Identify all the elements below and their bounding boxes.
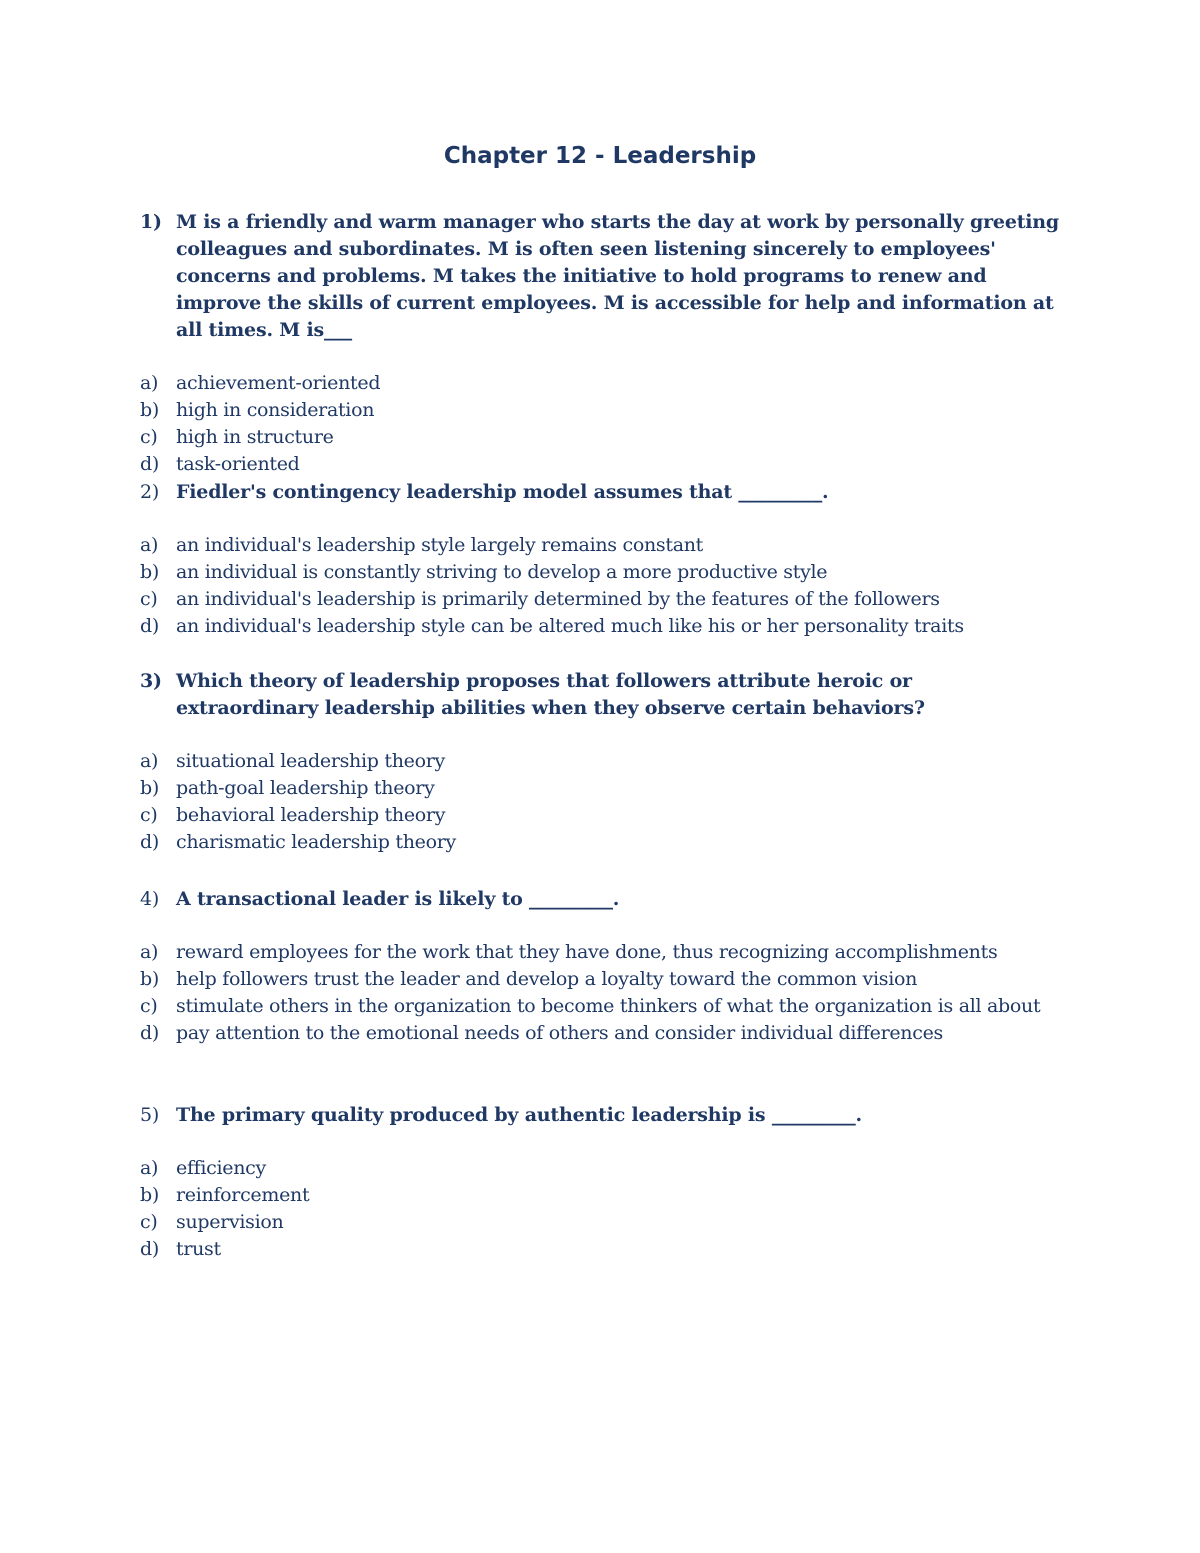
option-letter: b) <box>140 968 159 990</box>
question-number: 4) <box>140 888 160 910</box>
option-item <box>140 939 1060 966</box>
question-text: M is a friendly and warm manager who starts the day at work by personally greeting colleagues and subordinates. M is often seen listening sincerely to employees' concerns and problems. M takes the initiative to hold programs to renew and improve the skills of current employees. M is accessible for help and information at all times. M is___ <box>176 211 1060 341</box>
option-letter: b) <box>140 1184 159 1206</box>
question-1 <box>140 209 1060 478</box>
question-stem <box>140 886 1060 913</box>
option-text: stimulate others in the organization to become thinkers of what the organization is all about <box>176 995 1041 1017</box>
option-text: supervision <box>176 1211 284 1233</box>
option-item <box>140 424 1060 451</box>
option-item <box>140 586 1060 613</box>
option-letter: b) <box>140 777 159 799</box>
option-text: pay attention to the emotional needs of others and consider individual differences <box>176 1022 943 1044</box>
option-list <box>140 370 1060 478</box>
option-item <box>140 370 1060 397</box>
question-stem <box>140 1102 1060 1129</box>
option-item <box>140 1236 1060 1263</box>
option-item <box>140 1155 1060 1182</box>
option-letter: c) <box>140 426 158 448</box>
question-stem <box>140 209 1060 344</box>
option-item <box>140 559 1060 586</box>
question-text: A transactional leader is likely to _________. <box>176 888 620 910</box>
question-3 <box>140 668 1060 856</box>
option-item <box>140 1020 1060 1047</box>
question-text: Which theory of leadership proposes that followers attribute heroic or extraordinary leadership abilities when they observe certain behaviors? <box>176 670 925 719</box>
option-text: task-oriented <box>176 453 300 475</box>
option-text: an individual is constantly striving to develop a more productive style <box>176 561 828 583</box>
option-letter: d) <box>140 1238 159 1260</box>
question-number: 5) <box>140 1104 160 1126</box>
question-5 <box>140 1102 1060 1263</box>
option-item <box>140 775 1060 802</box>
option-text: an individual's leadership is primarily determined by the features of the followers <box>176 588 940 610</box>
option-letter: b) <box>140 561 159 583</box>
option-item <box>140 613 1060 640</box>
option-text: reinforcement <box>176 1184 310 1206</box>
option-letter: d) <box>140 831 159 853</box>
question-stem <box>140 668 1060 722</box>
option-text: charismatic leadership theory <box>176 831 456 853</box>
option-letter: d) <box>140 1022 159 1044</box>
option-letter: a) <box>140 941 159 963</box>
option-letter: c) <box>140 995 158 1017</box>
option-text: help followers trust the leader and develop a loyalty toward the common vision <box>176 968 918 990</box>
question-4 <box>140 886 1060 1047</box>
question-number: 1) <box>140 211 162 233</box>
option-item <box>140 993 1060 1020</box>
option-item <box>140 451 1060 478</box>
option-text: high in consideration <box>176 399 375 421</box>
option-text: reward employees for the work that they have done, thus recognizing accomplishments <box>176 941 998 963</box>
option-letter: a) <box>140 750 159 772</box>
option-list <box>140 1155 1060 1263</box>
question-2 <box>140 479 1060 640</box>
option-item <box>140 397 1060 424</box>
option-item <box>140 802 1060 829</box>
option-text: an individual's leadership style can be altered much like his or her personality traits <box>176 615 964 637</box>
option-letter: a) <box>140 534 159 556</box>
option-text: achievement-oriented <box>176 372 381 394</box>
question-number: 2) <box>140 481 160 503</box>
option-list <box>140 939 1060 1047</box>
option-letter: c) <box>140 804 158 826</box>
option-text: an individual's leadership style largely remains constant <box>176 534 703 556</box>
option-item <box>140 829 1060 856</box>
question-text: Fiedler's contingency leadership model assumes that _________. <box>176 481 829 503</box>
question-stem <box>140 479 1060 506</box>
option-text: trust <box>176 1238 221 1260</box>
option-list <box>140 748 1060 856</box>
option-letter: d) <box>140 453 159 475</box>
question-number: 3) <box>140 670 162 692</box>
option-letter: b) <box>140 399 159 421</box>
option-letter: a) <box>140 1157 159 1179</box>
option-letter: a) <box>140 372 159 394</box>
page-title: Chapter 12 - Leadership <box>443 143 757 169</box>
option-item <box>140 966 1060 993</box>
option-item <box>140 1182 1060 1209</box>
option-list <box>140 532 1060 640</box>
option-text: efficiency <box>176 1157 266 1179</box>
option-text: situational leadership theory <box>176 750 445 772</box>
option-item <box>140 1209 1060 1236</box>
option-letter: c) <box>140 588 158 610</box>
option-letter: c) <box>140 1211 158 1233</box>
option-item <box>140 532 1060 559</box>
option-item <box>140 748 1060 775</box>
option-text: path-goal leadership theory <box>176 777 435 799</box>
option-text: high in structure <box>176 426 334 448</box>
option-text: behavioral leadership theory <box>176 804 446 826</box>
option-letter: d) <box>140 615 159 637</box>
question-text: The primary quality produced by authentic leadership is _________. <box>176 1104 862 1126</box>
